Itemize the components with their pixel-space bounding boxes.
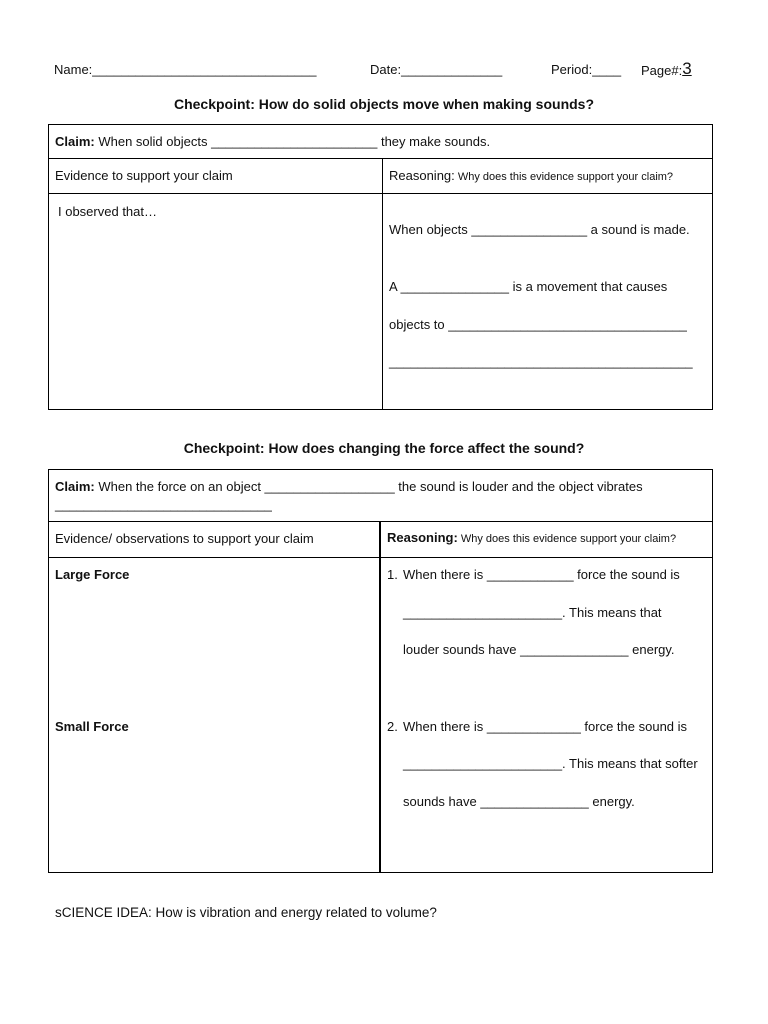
item-1-line[interactable]: louder sounds have _______________ energy. — [403, 642, 675, 657]
reasoning-prompt: Why does this evidence support your claim? — [457, 533, 677, 545]
name-field[interactable]: Name:_______________________________ — [54, 62, 317, 77]
item-1-line[interactable]: ______________________. This means that — [403, 605, 662, 620]
evidence-header: Evidence to support your claim — [55, 168, 233, 183]
page-number-group — [641, 60, 692, 80]
item-2-line[interactable]: sounds have _______________ energy. — [403, 794, 635, 809]
checkpoint-1-heading: Checkpoint: How do solid objects move when making sounds? — [173, 96, 595, 112]
item-1-number: 1. — [387, 567, 398, 582]
reasoning-label: Reasoning: — [389, 168, 455, 183]
claim-line-2[interactable]: ______________________________ — [55, 497, 272, 512]
claim-text[interactable]: When the force on an object __________________ the sound is louder and the object vibrates — [94, 479, 643, 494]
item-2-line[interactable]: When there is _____________ force the sound is — [403, 719, 688, 734]
column-divider — [382, 158, 383, 410]
item-2-number: 2. — [387, 719, 398, 734]
large-force-label: Large Force — [55, 567, 130, 582]
reasoning-line[interactable]: objects to _________________________________ — [389, 317, 687, 332]
small-force-label: Small Force — [55, 719, 129, 734]
science-idea: sCIENCE IDEA: How is vibration and energy related to volume? — [55, 905, 437, 920]
reasoning-line[interactable]: A _______________ is a movement that causes — [389, 279, 668, 294]
date-field[interactable]: Date:______________ — [370, 62, 503, 77]
reasoning-header — [387, 530, 676, 545]
reasoning-header — [389, 168, 673, 183]
checkpoint-2-heading: Checkpoint: How does changing the force affect the sound? — [183, 440, 585, 456]
table-divider — [48, 158, 713, 159]
claim-label: Claim: — [55, 479, 95, 494]
evidence-header: Evidence/ observations to support your claim — [55, 531, 314, 546]
table-divider — [48, 193, 713, 194]
page-number: 3 — [682, 59, 692, 78]
claim-label: Claim: — [55, 134, 95, 149]
reasoning-line[interactable]: When objects ________________ a sound is made. — [389, 222, 690, 237]
claim-row-1 — [55, 134, 490, 149]
period-field[interactable]: Period:____ — [551, 62, 622, 77]
reasoning-label: Reasoning: — [387, 530, 458, 545]
evidence-start[interactable]: I observed that… — [58, 204, 157, 219]
claim-row-2 — [55, 479, 643, 494]
column-divider — [379, 521, 381, 873]
item-2-line[interactable]: ______________________. This means that softer — [403, 756, 698, 771]
item-1-line[interactable]: When there is ____________ force the sound is — [403, 567, 680, 582]
reasoning-line[interactable]: __________________________________________ — [389, 354, 693, 369]
claim-text[interactable]: When solid objects _______________________ they make sounds. — [94, 134, 491, 149]
page-label: Page#: — [641, 63, 683, 78]
reasoning-prompt: Why does this evidence support your claim? — [454, 171, 674, 183]
